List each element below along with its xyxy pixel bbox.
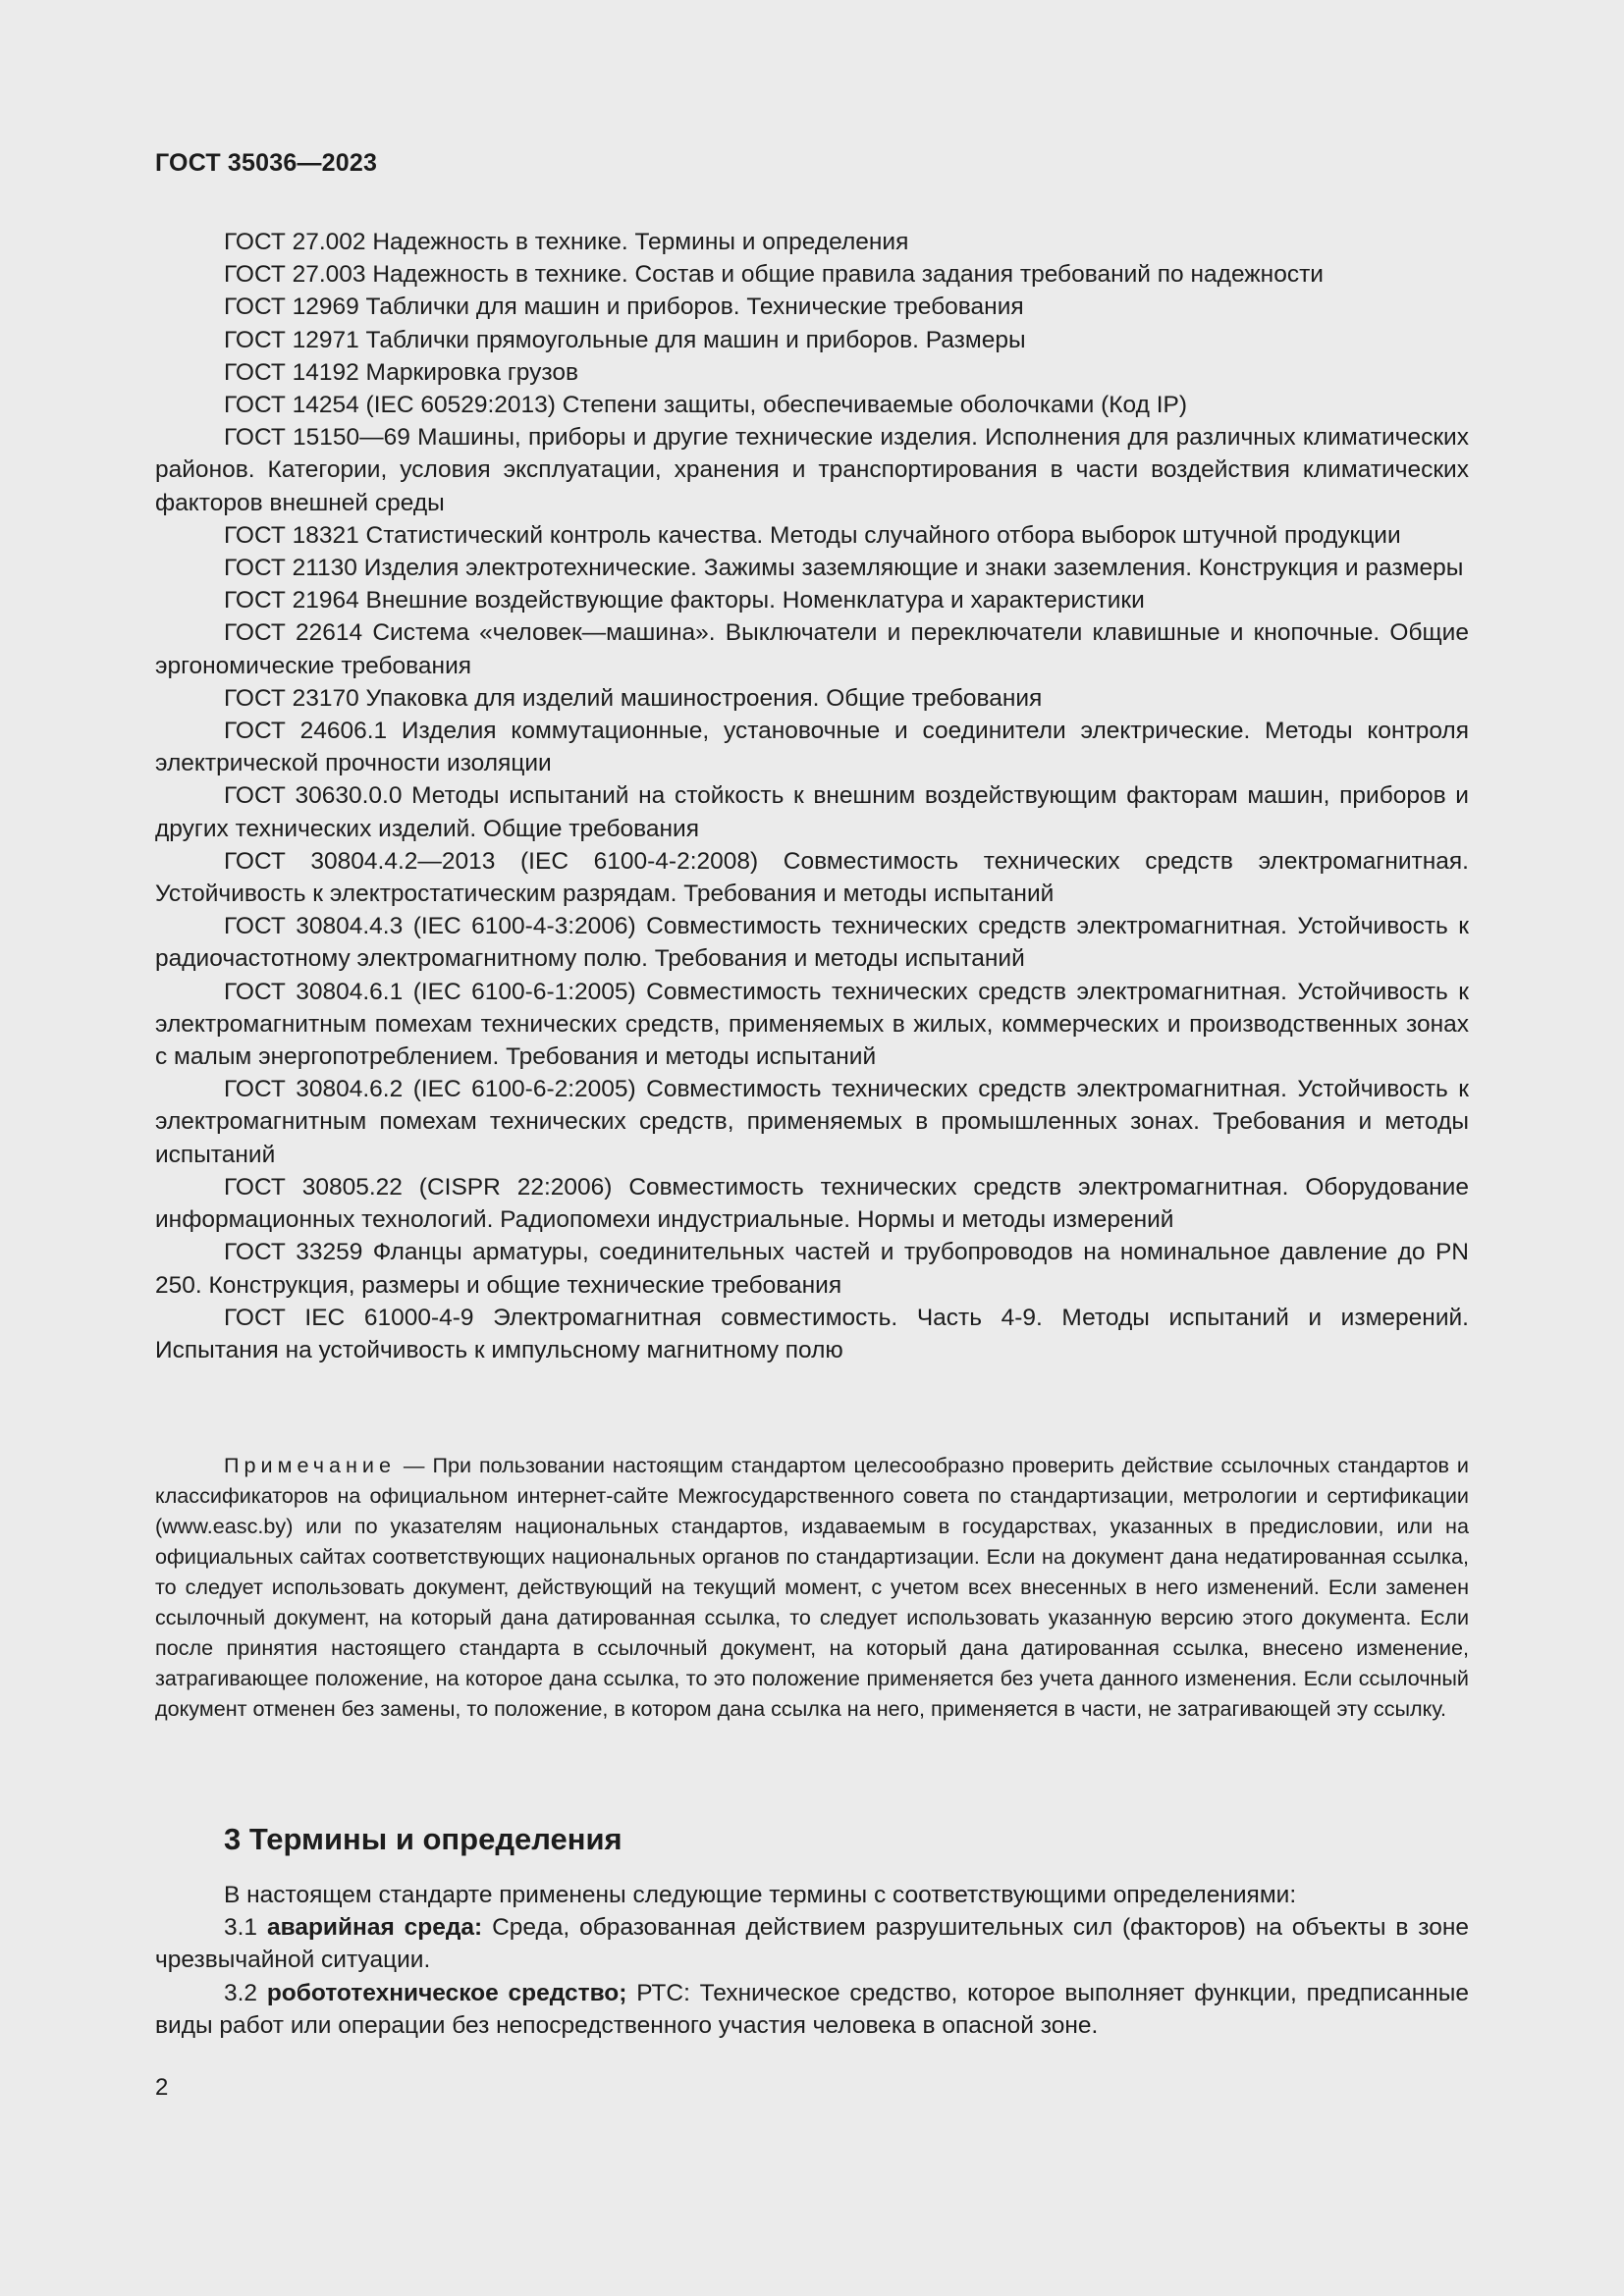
reference-item: ГОСТ 18321 Статистический контроль качества. Методы случайного отбора выборок штучной продукции [224,521,1401,549]
reference-item: ГОСТ 30805.22 (CISPR 22:2006) Совместимость технических средств электромагнитная. Оборудование информационных технологий. Радиопомехи индустриальные. Нормы и методы измерений [155,1173,1469,1234]
term-definition: РТС: Техническое средство, которое выполняет функции, предписанные виды работ или операции без непосредственного участия человека в опасной зоне. [155,1979,1469,2039]
reference-item: ГОСТ 33259 Фланцы арматуры, соединительных частей и трубопроводов на номинальное давление до PN 250. Конструкция, размеры и общие технические требования [155,1239,1469,1299]
reference-item: ГОСТ 30630.0.0 Методы испытаний на стойкость к внешним воздействующим факторам машин, приборов и других технических изделий. Общие требования [155,782,1469,842]
term-item [155,1977,1469,2042]
term-definition: Среда, образованная действием разрушительных сил (факторов) на объекты в зоне чрезвычайной ситуации. [155,1914,1469,1974]
reference-item: ГОСТ 14254 (IEC 60529:2013) Степени защиты, обеспечиваемые оболочками (Код IP) [224,392,1188,419]
reference-item: ГОСТ 30804.4.3 (IEC 6100-4-3:2006) Совместимость технических средств электромагнитная. Устойчивость к радиочастотному электромагнитному полю. Требования и методы испытаний [155,913,1469,973]
terms-section [155,1879,1469,2042]
reference-item: ГОСТ 30804.6.1 (IEC 6100-6-1:2005) Совместимость технических средств электромагнитная. Устойчивость к электромагнитным помехам технических средств, применяемых в жилых, коммерческих и производственных зонах с малым энергопотреблением. Требования и методы испытаний [155,978,1469,1071]
reference-item: ГОСТ 15150—69 Машины, приборы и другие технические изделия. Исполнения для различных климатических районов. Категории, условия эксплуатации, хранения и транспортирования в части воздействия климатических факторов внешней среды [155,424,1469,516]
reference-item: ГОСТ 27.002 Надежность в технике. Термины и определения [224,229,909,255]
reference-item: ГОСТ 30804.4.2—2013 (IEC 6100-4-2:2008) Совместимость технических средств электромагнитная. Устойчивость к электростатическим разрядам. Требования и методы испытаний [155,847,1469,908]
term-number: 3.2 [224,1979,267,2006]
reference-item: ГОСТ 23170 Упаковка для изделий машиностроения. Общие требования [224,684,1043,712]
reference-item: ГОСТ 14192 Маркировка грузов [224,358,578,386]
term-item [155,1911,1469,1976]
reference-item: ГОСТ 27.003 Надежность в технике. Состав и общие правила задания требований по надежности [224,261,1324,289]
terms-intro: В настоящем стандарте применены следующие термины с соответствующими определениями: [224,1882,1297,1908]
term-name: робототехническое средство; [266,1979,627,2006]
reference-item: ГОСТ 22614 Система «человек—машина». Выключатели и переключатели клавишные и кнопочные. Общие эргономические требования [155,619,1469,679]
section-title: 3 Термины и определения [224,1822,623,1856]
reference-item: ГОСТ IEC 61000-4-9 Электромагнитная совместимость. Часть 4-9. Методы испытаний и измерений. Испытания на устойчивость к импульсному магнитному полю [155,1304,1469,1363]
term-name: аварийная среда: [266,1914,483,1942]
reference-item: ГОСТ 24606.1 Изделия коммутационные, установочные и соединители электрические. Методы контроля электрической прочности изоляции [155,718,1469,777]
reference-item: ГОСТ 12969 Таблички для машин и приборов. Технические требования [224,294,1024,321]
note-label: Примечание [224,1453,396,1477]
reference-item: ГОСТ 21130 Изделия электротехнические. Зажимы заземляющие и знаки заземления. Конструкция и размеры [224,555,1464,582]
normative-references [155,226,1469,1366]
note-text: — При пользовании настоящим стандартом целесообразно проверить действие ссылочных стандартов и классификаторов на официальном интернет-сайте Межгосударственного совета по стандартизации, метрологии и сертификации (www.easc.by) или по указателям национальных стандартов, издаваемым в государствах, указанных в предисловии, или на официальных сайтах соответствующих национальных органов по стандартизации. Если на документ дана недатированная ссылка, то следует использовать документ, действующий на текущий момент, с учетом всех внесенных в него изменений. Если заменен ссылочный документ, на который дана датированная ссылка, то следует использовать указанную версию этого документа. Если после принятия настоящего стандарта в ссылочный документ, на который дана датированная ссылка, внесено изменение, затрагивающее положение, на которое дана ссылка, то это положение применяется без учета данного изменения. Если ссылочный документ отменен без замены, то положение, в котором дана ссылка на него, применяется в части, не затрагивающей эту ссылку. [155,1453,1469,1721]
note-block [155,1450,1469,1724]
document-header: ГОСТ 35036—2023 [155,149,378,177]
reference-item: ГОСТ 21964 Внешние воздействующие факторы. Номенклатура и характеристики [224,587,1145,614]
reference-item: ГОСТ 12971 Таблички прямоугольные для машин и приборов. Размеры [224,326,1026,353]
reference-item: ГОСТ 30804.6.2 (IEC 6100-6-2:2005) Совместимость технических средств электромагнитная. Устойчивость к электромагнитным помехам технических средств, применяемых в промышленных зонах. Требования и методы испытаний [155,1076,1469,1168]
term-number: 3.1 [224,1914,267,1942]
page-number: 2 [155,2074,169,2101]
